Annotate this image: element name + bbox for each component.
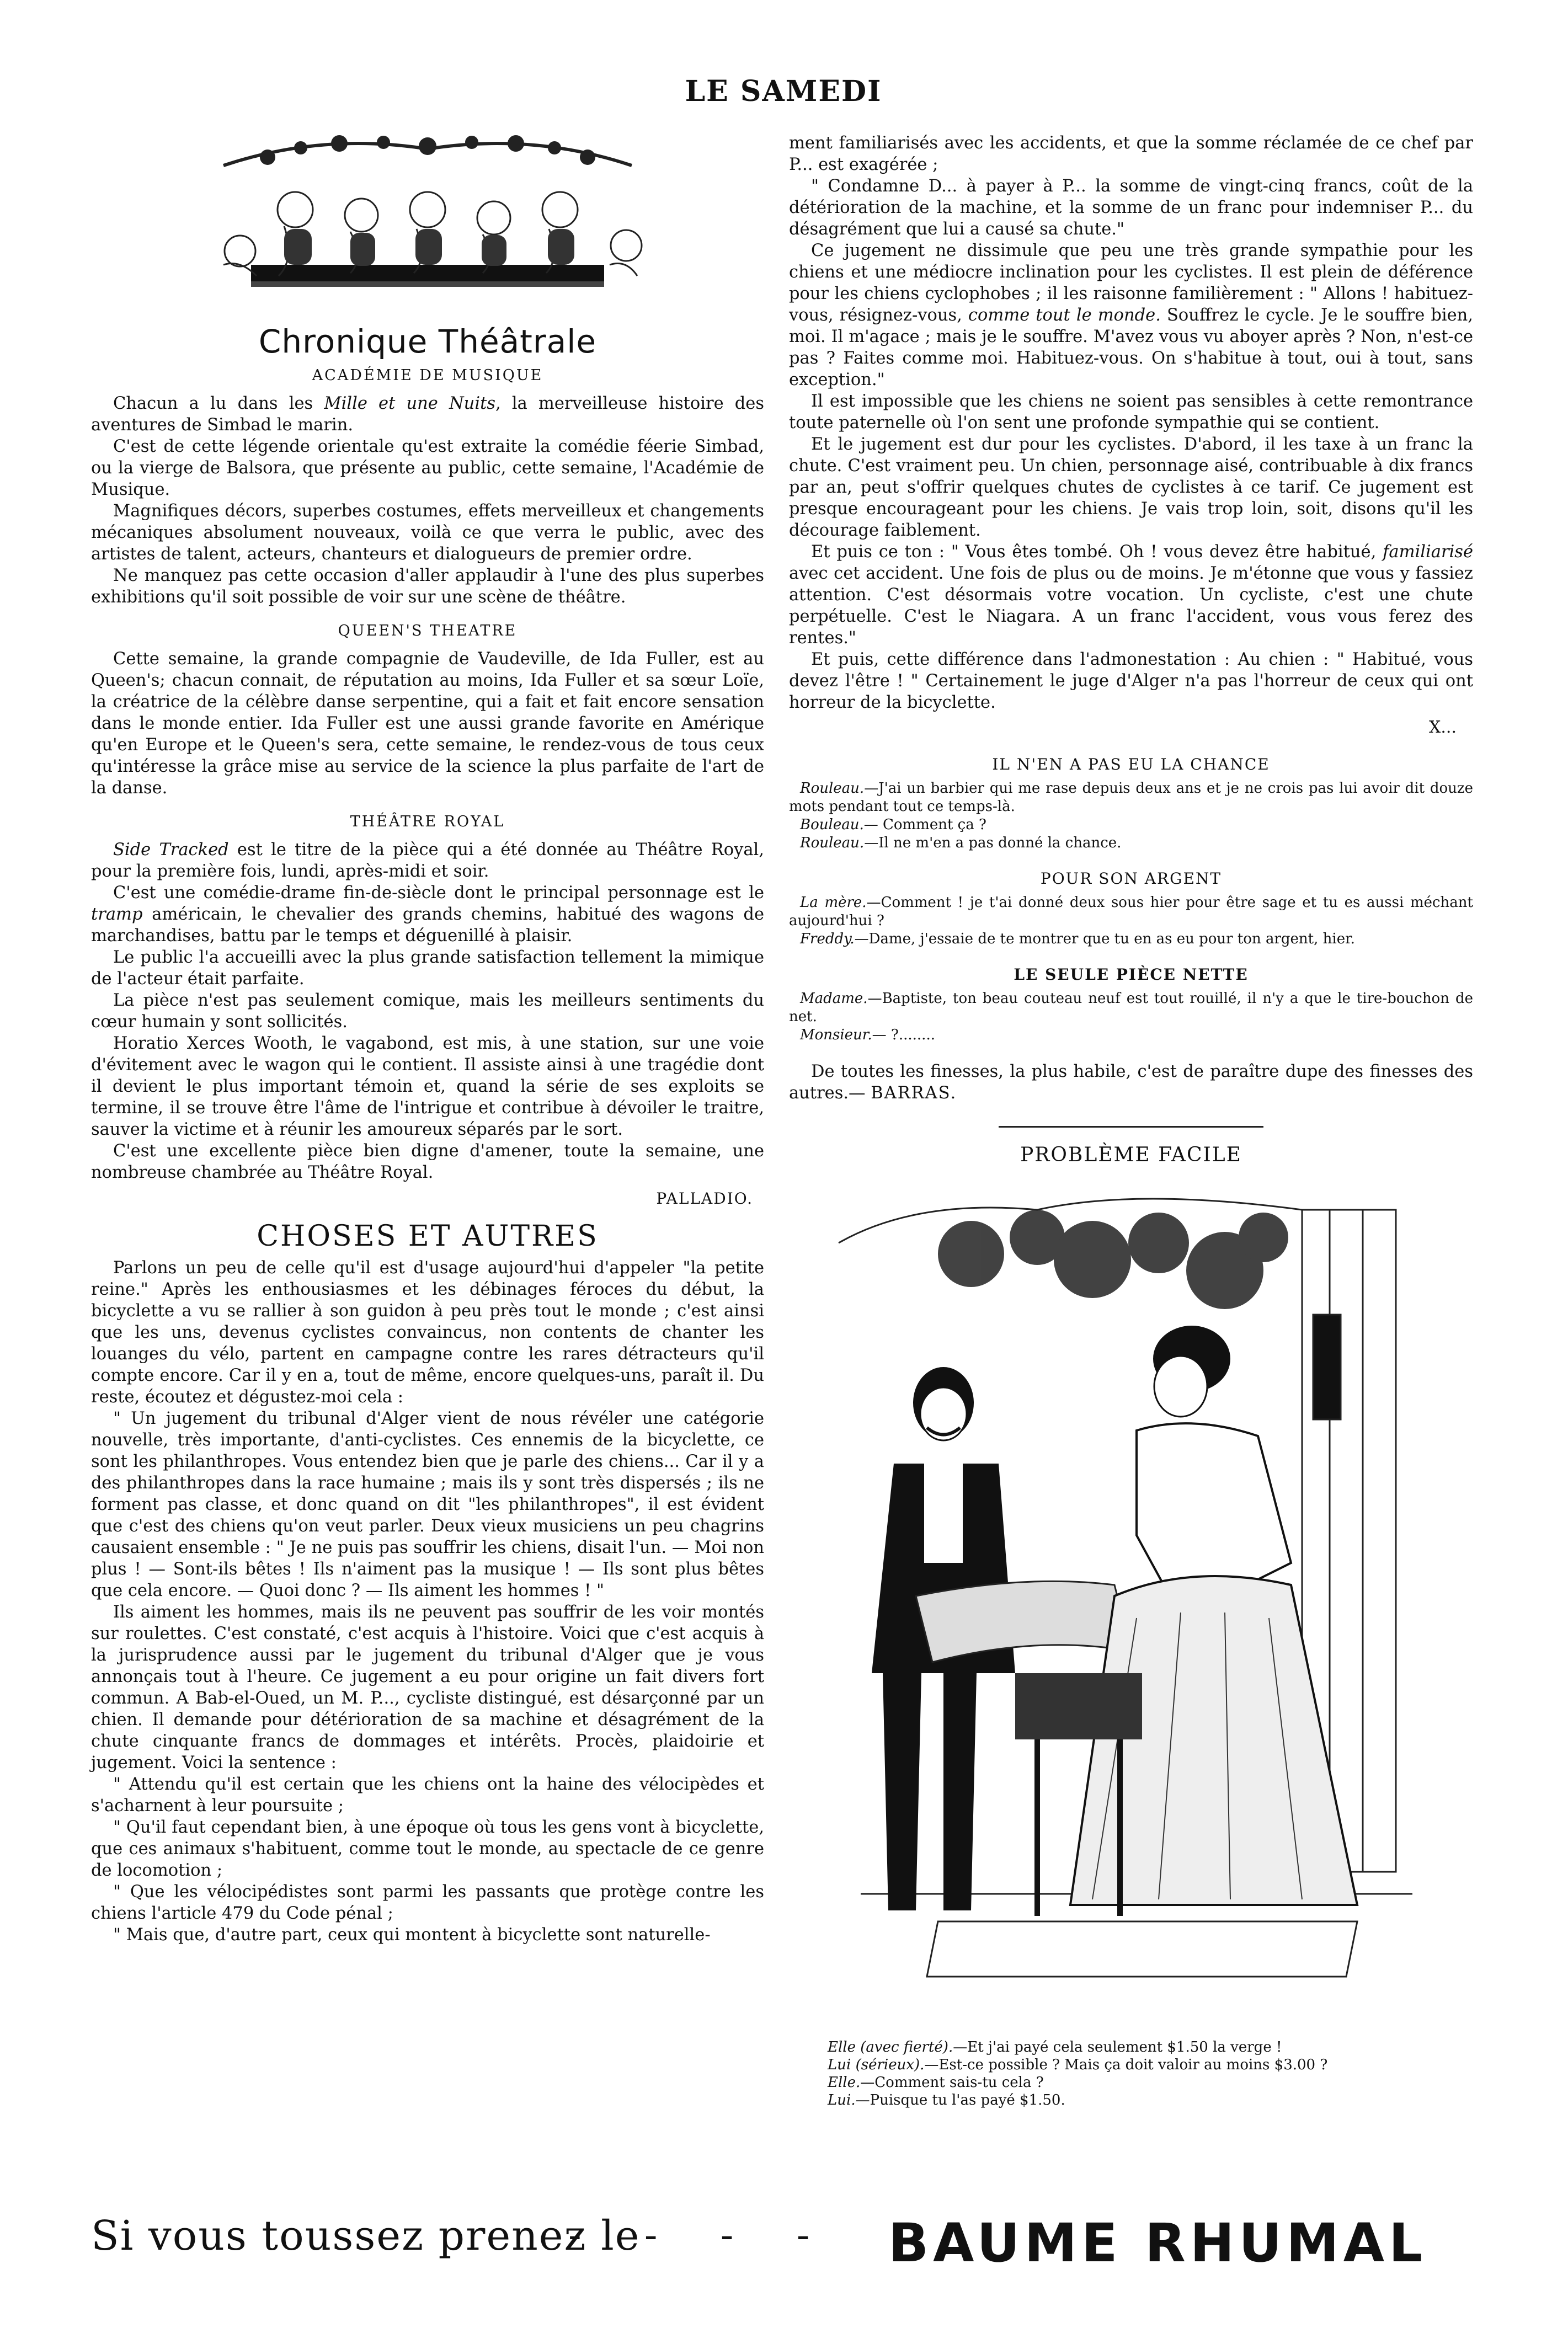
royal-signature: PALLADIO. [656, 1189, 753, 1208]
royal-p1: Side Tracked est le titre de la pièce qui a été donnée au Théâtre Royal, pour la première fois, lundi, après-midi et soir. [91, 840, 764, 881]
maxim-author: BARRAS. [871, 1083, 957, 1103]
choses-p6: " Que les vélocipédistes sont parmi les passants que protège contre les chiens l'article 479 du Code pénal ; [91, 1882, 764, 1923]
choses-p4: " Attendu qu'il est certain que les chiens ont la haine des vélocipèdes et s'acharnent à leur poursuite ; [91, 1775, 764, 1816]
academie-p4: Ne manquez pas cette occasion d'aller applaudir à l'une des plus superbes exhibitions qu'il soit possible de voir sur une scène de théâtre. [91, 566, 764, 607]
royal-p2: C'est une comédie-drame fin-de-siècle dont le principal personnage est le tramp américain, le chevalier des grands chemins, habitué des wagons de marchandises, battu par le temps et déguenillé à plaisir. [91, 883, 764, 946]
separator-rule [999, 1126, 1263, 1128]
choses-p7: " Mais que, d'autre part, ceux qui montent à bicyclette sont naturelle- [113, 1925, 711, 1945]
joke1-heading: IL N'EN A PAS EU LA CHANCE [992, 755, 1270, 773]
page-title: LE SAMEDI [685, 74, 882, 108]
footer-ad-text: Si vous toussez prenez le [91, 2212, 641, 2260]
left-column [91, 127, 764, 1946]
joke2-heading: POUR SON ARGENT [1040, 869, 1222, 888]
royal-p1-title: Side Tracked [113, 840, 229, 859]
royal-p5: Horatio Xerces Wooth, le vagabond, est mis, à une station, sur une voie d'évitement avec le wagon qui le contient. Il assiste ainsi à une tragédie dont il devient le plus important témoin et, quand la série de ses exploits se termine, il se trouve être l'âme de l'intrigue et contribue à dévoiler le traitre, sauver la victime et à réunir les amoureux séparés par le sort. [91, 1034, 764, 1139]
right-p4: Il est impossible que les chiens ne soient pas sensibles à cette remontrance toute paternelle où l'on sent une profonde sympathie qui se contient. [789, 392, 1473, 433]
joke3-heading: LE SEULE PIÈCE NETTE [1014, 965, 1249, 984]
right-column [789, 132, 1473, 2109]
royal-p3: Le public l'a accueilli avec la plus grande satisfaction tellement la mimique de l'acteur était parfaite. [91, 948, 764, 989]
right-p6: Et puis ce ton : " Vous êtes tombé. Oh ! vous devez être habitué, familiarisé avec cet accident. Une fois de plus ou de moins. Je m'étonne que vous y fassiez attention. C'est désormais votre vocation. Un cycliste, c'est une chute perpétuelle. C'est le Niagara. A un franc l'accident, vous vous ferez des rentes." [789, 542, 1473, 648]
academie-p1: Chacun a lu dans les Mille et une Nuits, la merveilleuse histoire des aventures de Simbad le marin. [91, 394, 764, 435]
couple-illustration [806, 1177, 1457, 2032]
royal-p6: C'est une excellente pièce bien digne d'amener, toute la semaine, une nombreuse chambrée au Théâtre Royal. [91, 1141, 764, 1182]
footer-dashes: - - - - [568, 2212, 835, 2257]
footer-ad-brand: BAUME RHUMAL [888, 2212, 1427, 2274]
queens-heading: QUEEN'S THEATRE [338, 622, 518, 639]
right-signature: X... [1429, 718, 1457, 737]
maxim: De toutes les finesses, la plus habile, c'est de paraître dupe des finesses des autres.— BARRAS. [789, 1062, 1473, 1103]
joke1: Rouleau.—J'ai un barbier qui me rase depuis deux ans et je ne crois pas lui avoir dit douze mots pendant tout ce temps-là. Bouleau.— Comment ça ? Rouleau.—Il ne m'en a pas donné la chance. [789, 780, 1473, 851]
royal-heading: THÉÂTRE ROYAL [350, 813, 505, 830]
section-title: Chronique Théâtrale [258, 323, 597, 360]
joke3: Madame.—Baptiste, ton beau couteau neuf est tout rouillé, il n'y a que le tire-bouchon de net. Monsieur.— ?........ [789, 990, 1473, 1043]
cherubs-garland-illustration [157, 127, 698, 320]
choses-p1: Parlons un peu de celle qu'il est d'usage aujourd'hui d'appeler "la petite reine." Après les enthousiasmes et les débinages féroces du début, la bicyclette a vu se rallier à son guidon à peu près tout le monde ; c'est ainsi que les uns, devenus cyclistes convaincus, non contents de chanter les louanges du vélo, partent en campagne contre les rares détracteurs qu'il compte encore. Car il y en a, tout de même, encore quelques-uns, paraît il. Du reste, écoutez et dégustez-moi cela : [91, 1258, 764, 1407]
academie-heading: ACADÉMIE DE MUSIQUE [312, 367, 543, 384]
right-p2: " Condamne D... à payer à P... la somme de vingt-cinq francs, coût de la détérioration de la machine, et la somme de un franc pour indemniser P... du désagrément que lui a causé sa chute." [789, 177, 1473, 239]
illustration-caption: Elle (avec fierté).—Et j'ai payé cela seulement $1.50 la verge ! Lui (sérieux).—Est-ce possible ? Mais ça doit valoir au moins $3.00 ? Elle.—Comment sais-tu cela ? Lui.—Puisque tu l'as payé $1.50. [828, 2039, 1328, 2108]
right-p3: Ce jugement ne dissimule que peu une très grande sympathie pour les chiens et une médiocre inclination pour les cyclistes. Il est plein de déférence pour les chiens cyclophobes ; il les raisonne familièrement : " Allons ! habituez-vous, résignez-vous, comme tout le monde. Souffrez le cycle. Je le souffre bien, moi. Il m'agace ; mais je le souffre. M'avez vous vu aboyer après ? Non, n'est-ce pas ? Faites comme moi. Habituez-vous. On s'habitue à tout, oui à tout, sans exception." [789, 241, 1473, 389]
joke2: La mère.—Comment ! je t'ai donné deux sous hier pour être sage et tu es aussi méchant aujourd'hui ? Freddy.—Dame, j'essaie de te montrer que tu en as eu pour ton argent, hier. [789, 894, 1473, 947]
choses-p2: " Un jugement du tribunal d'Alger vient de nous révéler une catégorie nouvelle, très importante, d'anti-cyclistes. Ces ennemis de la bicyclette, ce sont les philanthropes. Vous entendez bien que je parle des chiens... Car il y a des philanthropes dans la race humaine ; mais ils y sont très dispersés ; ils ne forment pas classe, et donc quand on dit "les philanthropes", il est évident que c'est des chiens qu'on veut parler. Deux vieux musiciens un peu chagrins causaient ensemble : " Je ne puis pas souffrir les chiens, disait l'un. — Moi non plus ! — Sont-ils bêtes ! Ils n'aiment pas la musique ! — Ils sont plus bêtes que cela encore. — Quoi donc ? — Ils aiment les hommes ! " [91, 1409, 764, 1600]
academie-p3: Magnifiques décors, superbes costumes, effets merveilleux et changements mécaniques absolument nouveaux, voilà ce que verra le public, avec des artistes de talent, acteurs, chanteurs et dialogueurs de premier ordre. [91, 501, 764, 564]
queens-p1: Cette semaine, la grande compagnie de Vaudeville, de Ida Fuller, est au Queen's; chacun connait, de réputation au moins, Ida Fuller et sa sœur Loïe, la créatrice de la célèbre danse serpentine, qui a fait et fait encore sensation dans le monde entier. Ida Fuller est une aussi grande favorite en Amérique qu'en Europe et le Queen's sera, cette semaine, le rendez-vous de tous ceux qu'intéresse la grâce mise au service de la science la plus parfaite de l'art de la danse. [91, 649, 764, 798]
right-p7: Et puis, cette différence dans l'admonestation : Au chien : " Habitué, vous devez l'être ! " Certainement le juge d'Alger n'a pas l'horreur de ceux qui ont horreur de la bicyclette. [789, 650, 1473, 712]
royal-p4: La pièce n'est pas seulement comique, mais les meilleurs sentiments du cœur humain y sont sollicités. [91, 991, 764, 1032]
problem-title: PROBLÈME FACILE [1020, 1144, 1242, 1166]
academie-p2: C'est de cette légende orientale qu'est extraite la comédie féerie Simbad, ou la vierge de Balsora, que présente au public, cette semaine, l'Académie de Musique. [91, 437, 764, 499]
choses-heading: CHOSES ET AUTRES [257, 1220, 599, 1253]
right-p1: ment familiarisés avec les accidents, et que la somme réclamée de ce chef par P... est exagérée ; [789, 134, 1473, 174]
right-p5: Et le jugement est dur pour les cyclistes. D'abord, il les taxe à un franc la chute. C'est vraiment peu. Un chien, personnage aisé, contribuable à dix francs par an, peut s'offrir quelques chutes de cyclistes à ce tarif. Ce jugement est presque encourageant pour les chiens. Je vais trop loin, soit, disons qu'il les décourage faiblement. [789, 435, 1473, 540]
choses-p3: Ils aiment les hommes, mais ils ne peuvent pas souffrir de les voir montés sur roulettes. C'est constaté, c'est acquis à l'histoire. Voici que c'est acquis à la jurisprudence aussi par le jugement du tribunal d'Alger que je vous annonçais tout à l'heure. Ce jugement a eu pour origine un fait divers fort commun. A Bab-el-Oued, un M. P..., cycliste distingué, est désarçonné par un chien. Il demande pour détérioration de sa machine et désagrément de la chute cinquante francs de dommages et intérêts. Procès, plaidoirie et jugement. Voici la sentence : [91, 1603, 764, 1773]
choses-p5: " Qu'il faut cependant bien, à une époque où tous les gens vont à bicyclette, que ces animaux s'habituent, comme tout le monde, au spectacle de ce genre de locomotion ; [91, 1818, 764, 1880]
